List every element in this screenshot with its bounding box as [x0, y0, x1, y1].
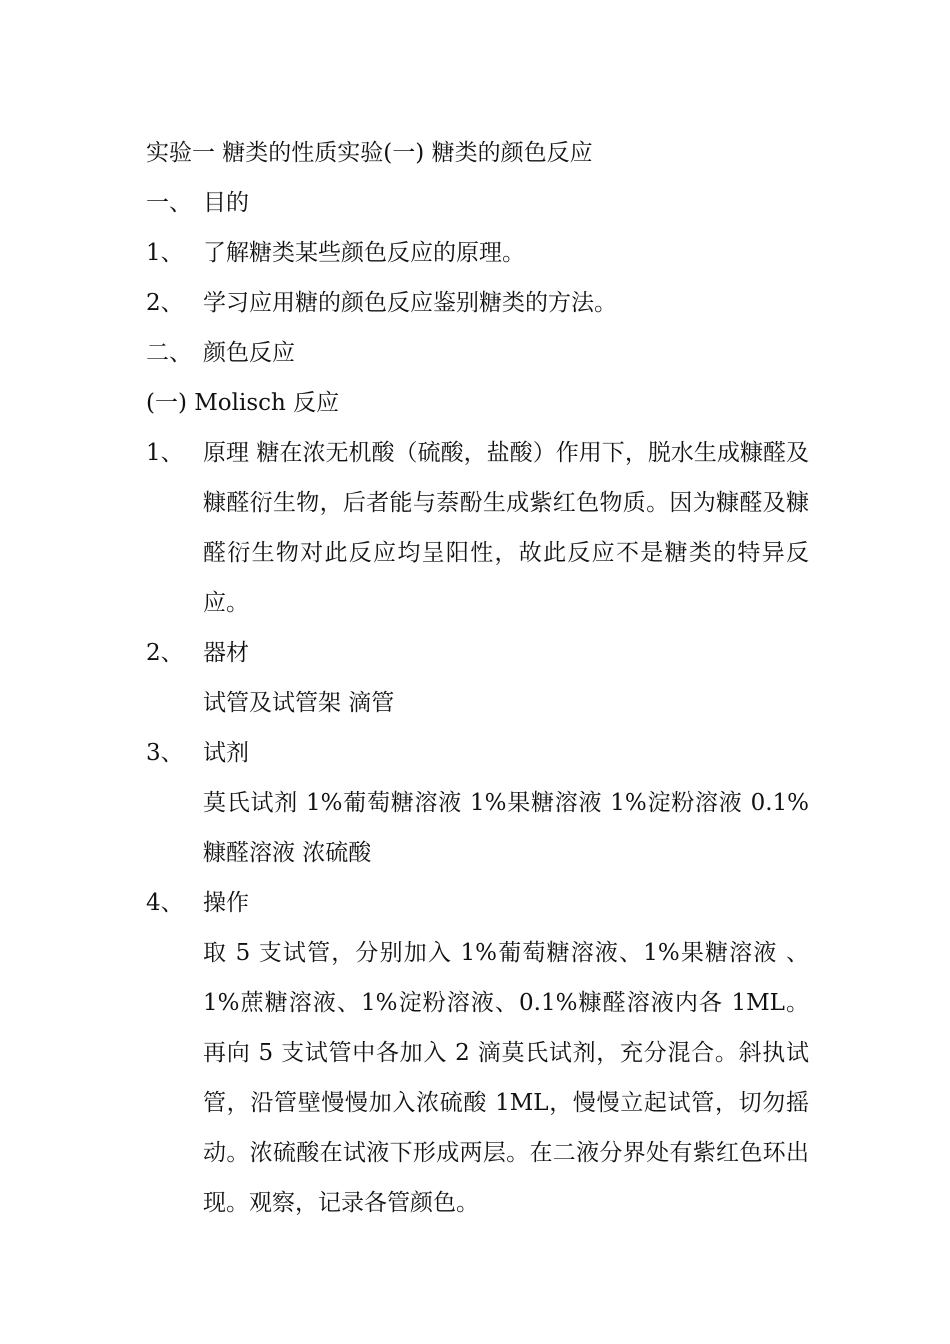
subsection-heading-molisch: (一) Molisch 反应 — [146, 390, 340, 416]
section-heading-color-reaction — [146, 328, 811, 378]
item-number: 3、 — [146, 740, 184, 766]
equipment-label: 器材 — [203, 640, 249, 666]
document-title: 实验一 糖类的性质实验(一) 糖类的颜色反应 — [146, 140, 593, 166]
reagents-label: 试剂 — [203, 740, 249, 766]
document-body — [146, 128, 811, 1228]
item-text: 学习应用糖的颜色反应鉴别糖类的方法。 — [203, 290, 617, 316]
principle-text: 原理 糖在浓无机酸（硫酸，盐酸）作用下，脱水生成糠醛及糠醛衍生物，后者能与萘酚生成紫红色物质。因为糠醛及糠醛衍生物对此反应均呈阳性，故此反应不是糖类的特异反应。 — [203, 440, 809, 616]
item-number: 2、 — [146, 640, 184, 666]
section-heading-purpose — [146, 178, 811, 228]
list-item — [146, 228, 811, 278]
equipment-item — [146, 628, 811, 678]
operation-text: 取 5 支试管，分别加入 1%葡萄糖溶液、1%果糖溶液 、1%蔗糖溶液、1%淀粉溶液、0.1%糠醛溶液内各 1ML。再向 5 支试管中各加入 2 滴莫氏试剂，充分混合。斜执试管，沿管壁慢慢加入浓硫酸 1ML，慢慢立起试管，切勿摇动。浓硫酸在试液下形成两层。在二液分界处有紫红色环出现。观察，记录各管颜色。 — [203, 940, 809, 1216]
item-number: 4、 — [146, 890, 184, 916]
section-number: 一、 — [146, 190, 192, 216]
section-label: 颜色反应 — [203, 340, 295, 366]
operation-item — [146, 878, 811, 928]
section-label: 目的 — [203, 190, 249, 216]
item-number: 2、 — [146, 290, 184, 316]
item-number: 1、 — [146, 440, 184, 466]
section-number: 二、 — [146, 340, 192, 366]
item-number: 1、 — [146, 240, 184, 266]
reagents-item — [146, 728, 811, 778]
item-text: 了解糖类某些颜色反应的原理。 — [203, 240, 525, 266]
principle-item — [146, 428, 811, 628]
list-item — [146, 278, 811, 328]
operation-label: 操作 — [203, 890, 249, 916]
equipment-text: 试管及试管架 滴管 — [203, 690, 395, 716]
reagents-text: 莫氏试剂 1%葡萄糖溶液 1%果糖溶液 1%淀粉溶液 0.1%糠醛溶液 浓硫酸 — [203, 790, 809, 866]
